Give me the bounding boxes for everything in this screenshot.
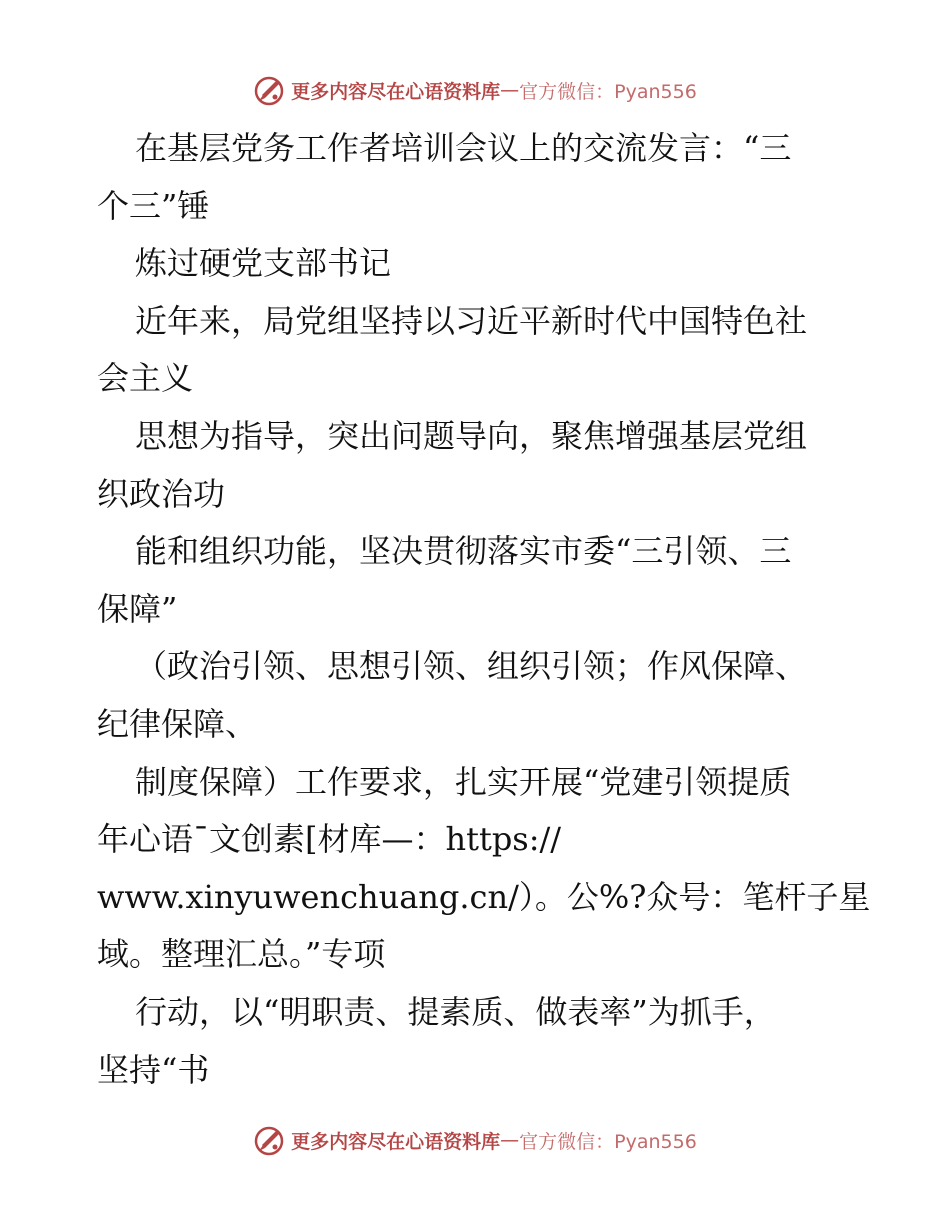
text-line: （政治引领、思想引领、组织引领；作风保障、 bbox=[135, 647, 808, 686]
text-line: 炼过硬党支部书记 bbox=[135, 244, 392, 283]
text-line: 近年来，局党组坚持以习近平新时代中国特色社 bbox=[135, 301, 808, 340]
text-line: 域。整理汇总。”专项 bbox=[97, 935, 386, 974]
text-line: 能和组织功能，坚决贯彻落实市委“三引领、三 bbox=[135, 532, 792, 571]
watermark-banner-bottom bbox=[0, 1120, 950, 1160]
text-line: 制度保障）工作要求，扎实开展“党建引领提质 bbox=[135, 762, 792, 801]
text-line: 坚持“书 bbox=[97, 1050, 210, 1089]
text-line: 织政治功 bbox=[97, 474, 226, 513]
text-line: 纪律保障、 bbox=[97, 704, 258, 743]
text-line: 思想为指导，突出问题导向，聚焦增强基层党组 bbox=[135, 416, 808, 455]
watermark-wechat-text: 官方微信：Pyan556 bbox=[519, 80, 697, 103]
watermark-site-text: 更多内容尽在心语资料库 bbox=[291, 80, 501, 103]
quill-seal-icon bbox=[253, 73, 287, 107]
text-line: www.xinyuwenchuang.cn/）。公%?众号：笔杆子星 bbox=[97, 877, 871, 916]
watermark-wechat-text: 官方微信：Pyan556 bbox=[519, 1130, 697, 1153]
watermark-separator: — bbox=[500, 1129, 520, 1151]
document-body bbox=[97, 120, 871, 1099]
text-line: 个三”锤 bbox=[97, 186, 210, 225]
watermark-separator: — bbox=[500, 79, 520, 101]
text-line: 在基层党务工作者培训会议上的交流发言：“三 bbox=[135, 129, 792, 167]
text-line: 行动，以“明职责、提素质、做表率”为抓手， bbox=[135, 992, 776, 1031]
quill-seal-icon bbox=[253, 1123, 287, 1157]
text-line: 保障” bbox=[97, 589, 178, 628]
watermark-banner-top bbox=[0, 70, 950, 110]
watermark-site-text: 更多内容尽在心语资料库 bbox=[291, 1130, 501, 1153]
text-line: 年心语¯文创素[材库—：https:// bbox=[97, 820, 562, 859]
text-line: 会主义 bbox=[97, 359, 194, 398]
